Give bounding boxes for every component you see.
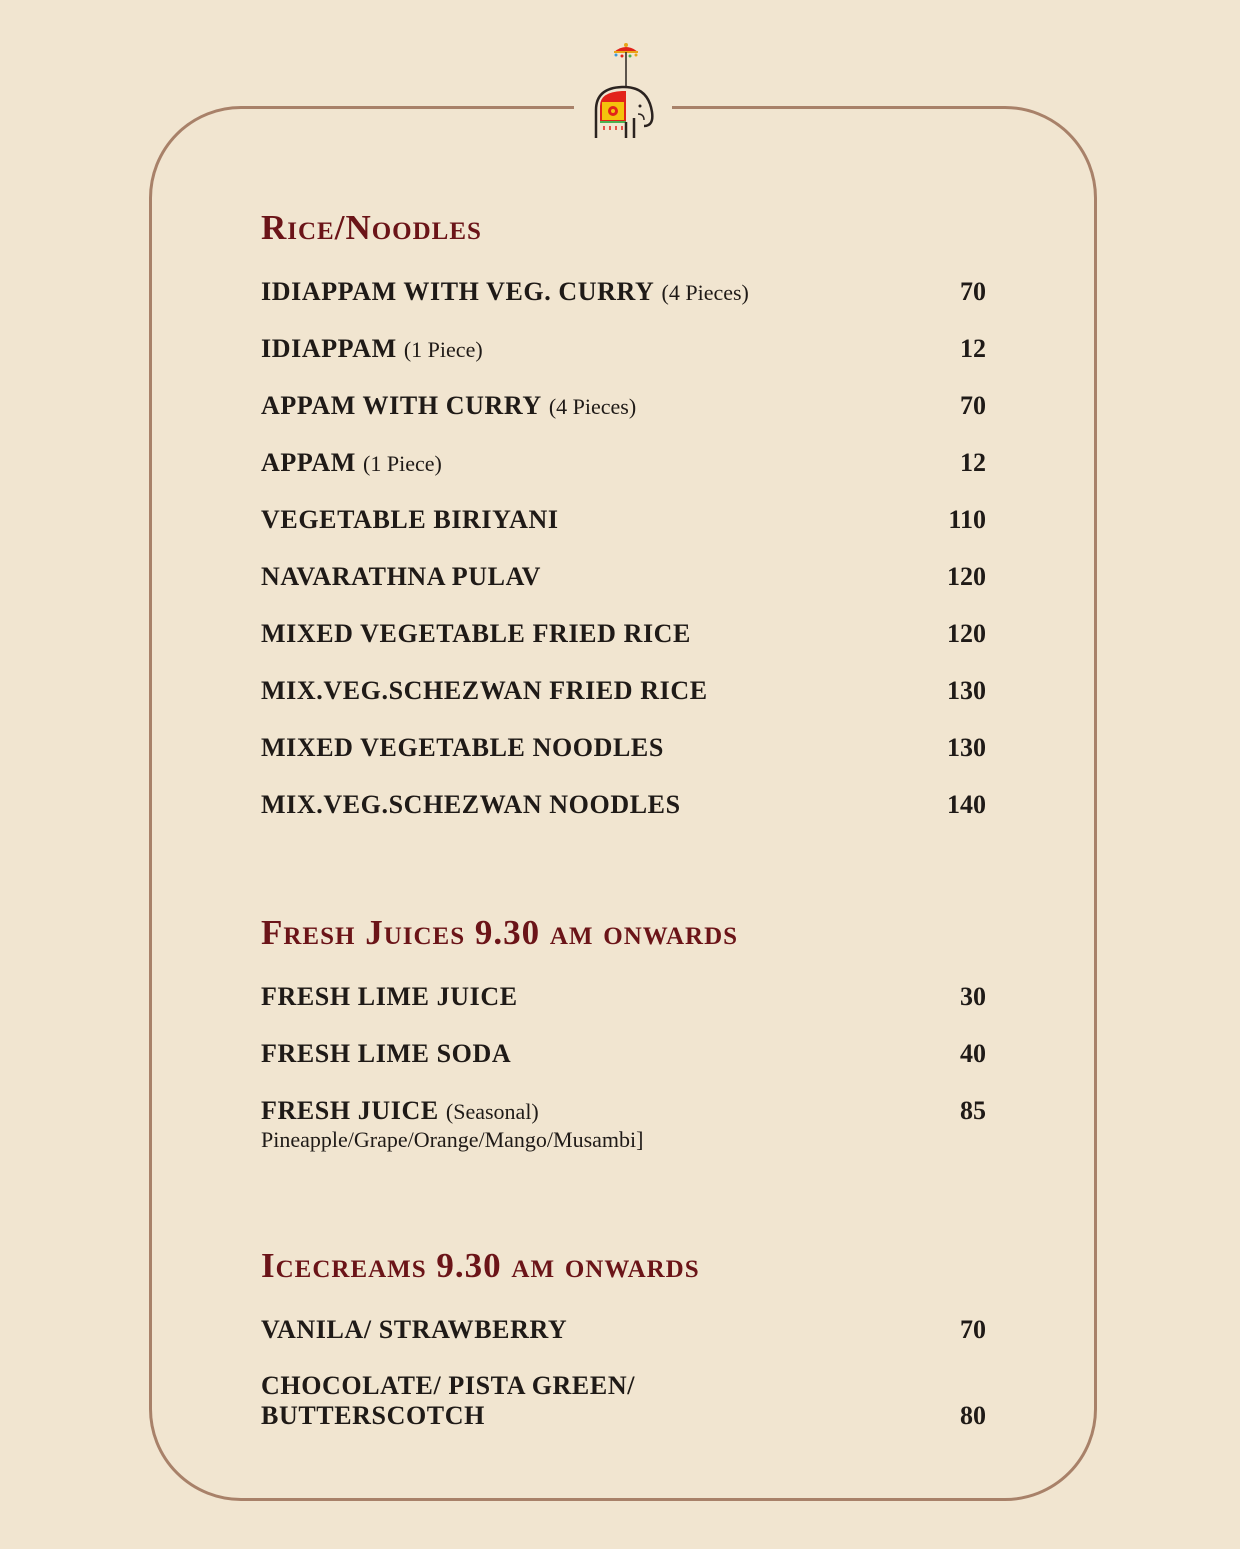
menu-item <box>261 618 986 650</box>
menu-item <box>261 981 986 1013</box>
item-name: VANILA/ STRAWBERRY <box>261 1315 568 1344</box>
item-price: 140 <box>947 790 986 819</box>
item-name: FRESH LIME SODA <box>261 1039 512 1068</box>
item-name-line-1: CHOCOLATE/ PISTA GREEN/ <box>261 1371 636 1400</box>
item-name: MIXED VEGETABLE NOODLES <box>261 733 664 762</box>
item-price: 120 <box>947 619 986 648</box>
item-note: (4 Pieces) <box>661 280 749 305</box>
menu-item <box>261 732 986 764</box>
item-price: 85 <box>960 1096 986 1125</box>
menu-item <box>261 447 986 479</box>
item-note: (1 Piece) <box>363 451 442 476</box>
item-name: IDIAPPAM WITH VEG. CURRY <box>261 277 655 306</box>
item-name: VEGETABLE BIRIYANI <box>261 505 559 534</box>
item-name-line-2: BUTTERSCOTCH <box>261 1401 485 1430</box>
menu-item <box>261 504 986 536</box>
item-price: 110 <box>948 505 986 534</box>
menu-item <box>261 1314 986 1346</box>
menu-item <box>261 390 986 422</box>
item-price: 70 <box>960 277 986 306</box>
item-name: APPAM <box>261 448 356 477</box>
item-price: 130 <box>947 733 986 762</box>
item-name: MIX.VEG.SCHEZWAN NOODLES <box>261 790 681 819</box>
item-price: 30 <box>960 982 986 1011</box>
menu-item <box>261 675 986 707</box>
item-note: (1 Piece) <box>403 337 483 362</box>
menu-item <box>261 1371 986 1431</box>
item-name: FRESH LIME JUICE <box>261 982 518 1011</box>
item-note: (4 Pieces) <box>548 394 637 419</box>
item-name: MIXED VEGETABLE FRIED RICE <box>261 619 691 648</box>
item-price: 40 <box>960 1039 986 1068</box>
section-title-rice-noodles: Rice/Noodles <box>261 208 482 247</box>
item-price: 12 <box>960 334 986 363</box>
menu-item <box>261 1038 986 1070</box>
menu-item <box>261 276 986 308</box>
item-price: 120 <box>947 562 986 591</box>
item-price: 80 <box>960 1401 986 1430</box>
item-price: 12 <box>960 448 986 477</box>
item-subnote: Pineapple/Grape/Orange/Mango/Musambi] <box>261 1127 644 1152</box>
menu-item <box>261 1095 986 1127</box>
item-name: IDIAPPAM <box>261 334 397 363</box>
item-price: 70 <box>960 1315 986 1344</box>
item-name: APPAM WITH CURRY <box>261 391 542 420</box>
item-name: FRESH JUICE <box>261 1096 439 1125</box>
item-note: (Seasonal) <box>445 1099 539 1124</box>
elephant-with-umbrella-icon <box>586 40 658 144</box>
item-price: 130 <box>947 676 986 705</box>
item-name: NAVARATHNA PULAV <box>261 562 542 591</box>
menu-item <box>261 561 986 593</box>
item-name: MIX.VEG.SCHEZWAN FRIED RICE <box>261 676 708 705</box>
section-title-fresh-juices: Fresh Juices 9.30 am onwards <box>261 913 739 952</box>
section-title-icecreams: Icecreams 9.30 am onwards <box>261 1246 700 1285</box>
item-price: 70 <box>960 391 986 420</box>
menu-item <box>261 789 986 821</box>
menu-item <box>261 333 986 365</box>
